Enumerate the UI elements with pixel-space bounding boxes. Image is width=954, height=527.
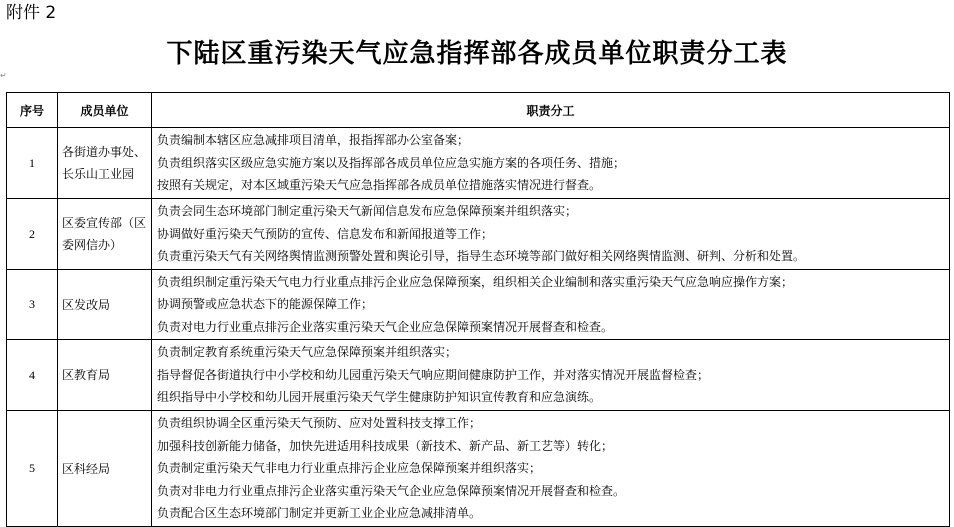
row-duties [152,270,950,340]
table-row [7,411,950,527]
attachment-label: 附件 2 [6,3,57,23]
duty-line: 负责制定重污染天气非电力行业重点排污企业应急保障预案并组织落实； [157,461,542,476]
table-row [7,340,950,411]
duty-line: 负责对电力行业重点排污企业落实重污染天气企业应急保障预案情况开展督查和检查。 [157,319,614,334]
row-seq: 4 [7,340,58,411]
table-header-row [7,93,950,128]
table-row [7,128,950,199]
duty-line: 负责重污染天气有关网络舆情监测预警处置和舆论引导，指导生态环境等部门做好相关网络舆情监测、研判、分析和处置。 [157,249,806,264]
table-row [7,270,950,340]
duty-line: 负责会同生态环境部门制定重污染天气新闻信息发布应急保障预案并组织落实； [157,204,578,219]
duty-line: 指导督促各街道执行中小学校和幼儿园重污染天气响应期间健康防护工作，并对落实情况开展监督检查； [157,367,710,382]
row-unit: 各街道办事处、长乐山工业园 [58,128,152,199]
corner-mark: ↵ [0,71,7,80]
header-seq: 序号 [7,93,58,128]
duty-line: 负责组织协调全区重污染天气预防、应对处置科技支撑工作； [157,416,482,431]
duty-line: 负责组织制定重污染天气电力行业重点排污企业应急保障预案，组织相关企业编制和落实重污染天气应急响应操作方案； [157,274,794,289]
row-seq: 1 [7,128,58,199]
duty-line: 负责制定教育系统重污染天气应急保障预案并组织落实； [157,345,458,360]
row-unit: 区科经局 [58,411,152,527]
header-unit: 成员单位 [58,93,152,128]
document-title: 下陆区重污染天气应急指挥部各成员单位职责分工表 [166,39,788,69]
row-duties [152,199,950,270]
duty-line: 负责编制本辖区应急减排项目清单，报指挥部办公室备案； [157,133,470,148]
duty-line: 负责配合区生态环境部门制定并更新工业企业应急减排清单。 [157,506,482,521]
duties-table [6,92,950,527]
header-duties: 职责分工 [152,93,950,128]
row-unit: 区发改局 [58,270,152,340]
duty-line: 协调做好重污染天气预防的宣传、信息发布和新闻报道等工作； [157,226,494,241]
duty-line: 按照有关规定，对本区域重污染天气应急指挥部各成员单位措施落实情况进行督查。 [157,178,602,193]
duty-line: 协调预警或应急状态下的能源保障工作； [157,297,374,312]
row-unit: 区教育局 [58,340,152,411]
duty-line: 加强科技创新能力储备，加快先进适用科技成果（新技术、新产品、新工艺等）转化； [157,438,614,453]
duty-line: 负责组织落实区级应急实施方案以及指挥部各成员单位应急实施方案的各项任务、措施； [157,155,626,170]
table-row [7,199,950,270]
row-duties [152,340,950,411]
row-seq: 5 [7,411,58,527]
row-seq: 3 [7,270,58,340]
row-duties [152,128,950,199]
duty-line: 组织指导中小学校和幼儿园开展重污染天气学生健康防护知识宣传教育和应急演练。 [157,390,602,405]
duty-line: 负责对非电力行业重点排污企业落实重污染天气企业应急保障预案情况开展督查和检查。 [157,483,626,498]
row-unit: 区委宣传部（区委网信办） [58,199,152,270]
row-duties [152,411,950,527]
row-seq: 2 [7,199,58,270]
